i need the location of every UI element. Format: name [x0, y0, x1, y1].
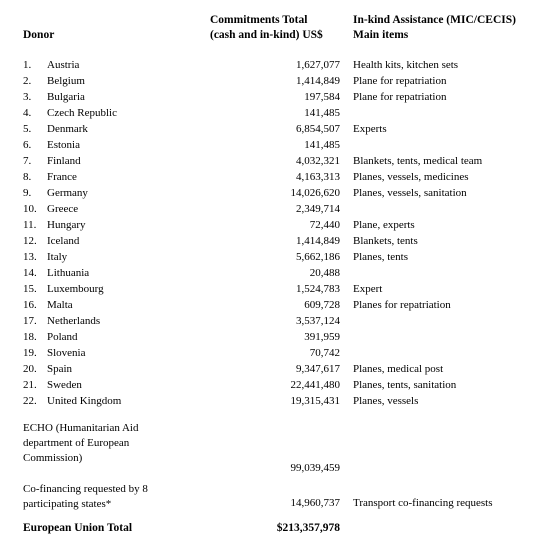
- row-number: 13.: [23, 251, 37, 263]
- table-row: [0, 265, 549, 281]
- commitment-amount: 1,627,077: [296, 59, 340, 71]
- row-number: 5.: [23, 123, 32, 135]
- table-row: [0, 329, 549, 345]
- row-number: 12.: [23, 235, 37, 247]
- header-commitments-line1: Commitments Total: [210, 14, 308, 26]
- commitment-amount: 391,959: [304, 331, 340, 343]
- inkind-items: Plane for repatriation: [353, 91, 447, 103]
- inkind-items: Planes, vessels, medicines: [353, 171, 469, 183]
- table-row: [0, 105, 549, 121]
- commitment-amount: 22,441,480: [290, 379, 340, 391]
- donor-name: Sweden: [47, 379, 82, 391]
- table-row: [0, 377, 549, 393]
- donor-name: Czech Republic: [47, 107, 117, 119]
- inkind-items: Planes, vessels: [353, 395, 419, 407]
- row-number: 20.: [23, 363, 37, 375]
- donor-name: France: [47, 171, 77, 183]
- row-number: 2.: [23, 75, 32, 87]
- total-amount: $213,357,978: [276, 522, 340, 534]
- donor-name: Netherlands: [47, 315, 101, 327]
- commitment-amount: 609,728: [304, 299, 340, 311]
- donor-name: Greece: [47, 203, 79, 215]
- commitment-amount: 3,537,124: [296, 315, 340, 327]
- row-number: 6.: [23, 139, 32, 151]
- commitment-amount: 1,414,849: [296, 75, 340, 87]
- row-number: 7.: [23, 155, 32, 167]
- commitment-amount: 6,854,507: [296, 123, 340, 135]
- total-label: European Union Total: [23, 522, 133, 534]
- table-row: [0, 393, 549, 409]
- inkind-items: Plane for repatriation: [353, 75, 447, 87]
- inkind-items: Plane, experts: [353, 219, 415, 231]
- table-row: [0, 57, 549, 73]
- donor-name: Spain: [47, 363, 73, 375]
- table-row: [0, 217, 549, 233]
- row-number: 3.: [23, 91, 32, 103]
- donor-name: Lithuania: [47, 267, 90, 279]
- table-row: [0, 249, 549, 265]
- donor-name: Germany: [47, 187, 88, 199]
- donor-name: Italy: [47, 251, 68, 263]
- header-commitments: [210, 13, 323, 43]
- cofinancing-amount: 14,960,737: [290, 497, 340, 509]
- commitment-amount: 2,349,714: [296, 203, 340, 215]
- donor-name: Finland: [47, 155, 81, 167]
- header-commitments-line2: (cash and in-kind) US$: [210, 29, 323, 41]
- inkind-items: Planes, medical post: [353, 363, 444, 375]
- donor-name: Iceland: [47, 235, 80, 247]
- commitment-amount: 1,414,849: [296, 235, 340, 247]
- inkind-items: Planes, tents, sanitation: [353, 379, 457, 391]
- row-number: 16.: [23, 299, 37, 311]
- commitment-amount: 20,488: [309, 267, 340, 279]
- header-inkind: [353, 13, 516, 43]
- donor-name: Malta: [47, 299, 73, 311]
- commitment-amount: 141,485: [304, 139, 340, 151]
- table-row: [0, 121, 549, 137]
- row-number: 14.: [23, 267, 37, 279]
- row-number: 4.: [23, 107, 32, 119]
- donor-name: Luxembourg: [47, 283, 104, 295]
- table-row: [0, 233, 549, 249]
- commitment-amount: 197,584: [304, 91, 340, 103]
- row-number: 17.: [23, 315, 37, 327]
- table-row: [0, 361, 549, 377]
- table-row: [0, 153, 549, 169]
- donor-name: United Kingdom: [47, 395, 122, 407]
- inkind-items: Blankets, tents, medical team: [353, 155, 483, 167]
- row-number: 19.: [23, 347, 37, 359]
- row-number: 10.: [23, 203, 37, 215]
- commitment-amount: 4,163,313: [296, 171, 340, 183]
- row-number: 8.: [23, 171, 32, 183]
- commitment-amount: 72,440: [309, 219, 340, 231]
- row-number: 1.: [23, 59, 32, 71]
- table-row: [0, 89, 549, 105]
- table-row: [0, 297, 549, 313]
- table-row: [0, 185, 549, 201]
- table-row: [0, 345, 549, 361]
- commitment-amount: 19,315,431: [290, 395, 340, 407]
- header-inkind-line2: Main items: [353, 29, 409, 41]
- cofinancing-items: Transport co-financing requests: [353, 497, 493, 509]
- commitment-amount: 70,742: [309, 347, 340, 359]
- commitment-amount: 5,662,186: [296, 251, 340, 263]
- row-number: 21.: [23, 379, 37, 391]
- row-number: 22.: [23, 395, 37, 407]
- row-number: 11.: [23, 219, 37, 231]
- table-row: [0, 73, 549, 89]
- donor-name: Austria: [47, 59, 80, 71]
- commitment-amount: 4,032,321: [296, 155, 340, 167]
- table-row: [0, 169, 549, 185]
- inkind-items: Planes for repatriation: [353, 299, 451, 311]
- donor-name: Hungary: [47, 219, 86, 231]
- donor-name: Slovenia: [47, 347, 86, 359]
- header-inkind-line1: In-kind Assistance (MIC/CECIS): [353, 14, 516, 26]
- row-number: 18.: [23, 331, 37, 343]
- commitment-amount: 141,485: [304, 107, 340, 119]
- inkind-items: Planes, tents: [353, 251, 408, 263]
- table-row: [0, 137, 549, 153]
- cofinancing-label: Co-financing requested by 8 participating states*: [23, 483, 148, 510]
- donor-name: Denmark: [47, 123, 88, 135]
- donor-name: Estonia: [47, 139, 80, 151]
- donor-name: Poland: [47, 331, 78, 343]
- table-row: [0, 201, 549, 217]
- commitment-amount: 1,524,783: [296, 283, 340, 295]
- echo-label: ECHO (Humanitarian Aid department of European Commission): [23, 422, 139, 464]
- commitment-amount: 9,347,617: [296, 363, 340, 375]
- header-donor: Donor: [23, 29, 55, 41]
- echo-amount: 99,039,459: [290, 462, 340, 474]
- inkind-items: Experts: [353, 123, 387, 135]
- donor-name: Belgium: [47, 75, 85, 87]
- row-number: 9.: [23, 187, 32, 199]
- inkind-items: Expert: [353, 283, 383, 295]
- table-row: [0, 281, 549, 297]
- inkind-items: Blankets, tents: [353, 235, 418, 247]
- inkind-items: Planes, vessels, sanitation: [353, 187, 467, 199]
- commitment-amount: 14,026,620: [290, 187, 340, 199]
- row-number: 15.: [23, 283, 37, 295]
- donor-name: Bulgaria: [47, 91, 85, 103]
- table-row: [0, 313, 549, 329]
- inkind-items: Health kits, kitchen sets: [353, 59, 459, 71]
